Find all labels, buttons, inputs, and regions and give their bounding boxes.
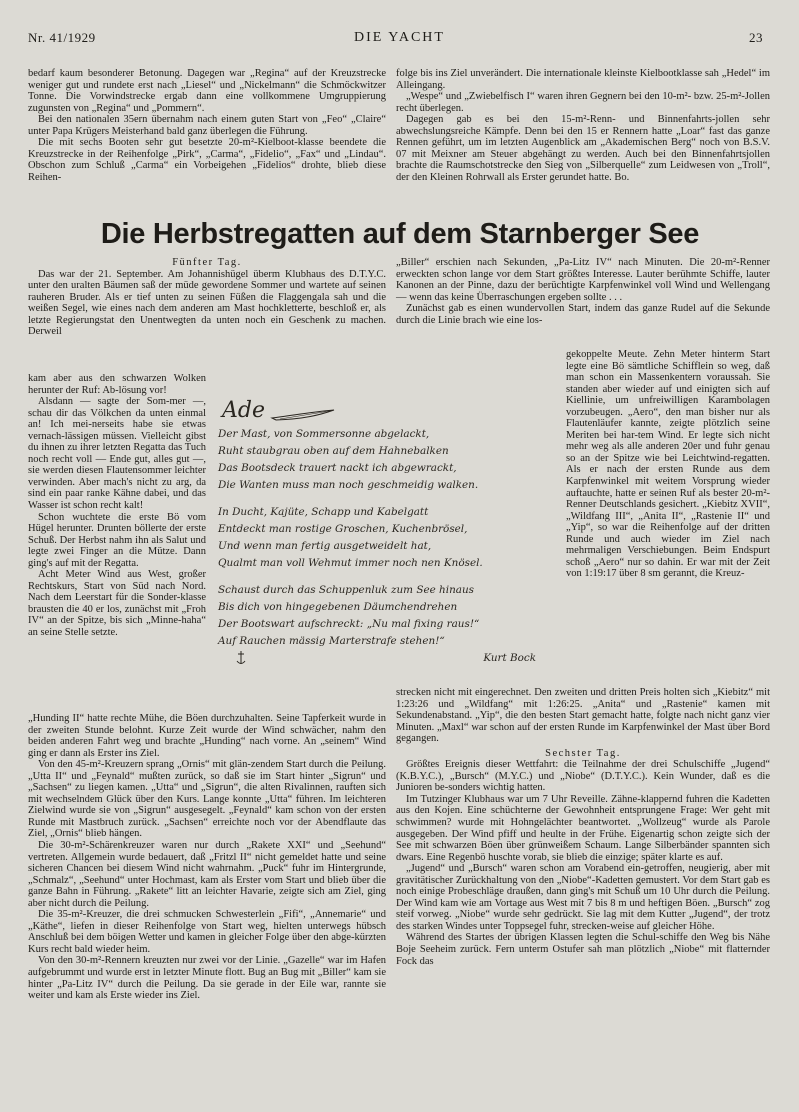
paragraph: „Jugend“ und „Bursch“ waren schon am Vorabend ein-getroffen, neugierig, aber mit gravitätischer Zurückhaltung von den „Niobe“-Kadetten gemustert. Vor dem Start gab es noch einige Probeschläge draußen, dann ging's mit Schuß um 10 Uhr durch die Peilung. Der Wind kam wie am Vortage aus West mit 7 bis 8 m und heftigen Böen. „Bursch“ zog steif vorweg. „Niobe“ wurde sehr gedrückt. Sie lag mit dem Kutter „Jugend“, der trotz des starken Windes unter Toppsegel fuhr, strecken-weise auf gleicher Höhe. xyxy=(396,863,770,932)
left-col-narrow xyxy=(28,373,206,639)
paragraph: folge bis ins Ziel unverändert. Die internationale kleinste Kielbootklasse sah „Hedel“ im Alleingang. xyxy=(396,68,770,91)
paragraph: kam aber aus den schwarzen Wolken herunter der Ruf: Ab-lösung vor! xyxy=(28,373,206,396)
feather-pen-icon xyxy=(270,408,336,422)
paragraph: „Wespe“ und „Zwiebelfisch I“ waren ihren Gegnern bei den 10-m²- bzw. 25-m²-Jollen recht überlegen. xyxy=(396,91,770,114)
right-col-top xyxy=(396,257,770,326)
poem-line: Qualmt man voll Wehmut immer noch nen Knösel. xyxy=(218,557,483,569)
paragraph: Größtes Ereignis dieser Wettfahrt: die Teilnahme der drei Schulschiffe „Jugend“ (K.B.Y.C.), „Bursch“ (M.Y.C.) und „Niobe“ (D.T.Y.C.). Kein Wunder, daß es die Junioren be-sonders wichtig hatten. xyxy=(396,759,770,794)
paragraph: Die 30-m²-Schärenkreuzer waren nur durch „Rakete XXI“ und „Seehund“ vertreten. Allgemein wurde bedauert, daß „Fritzl II“ nicht gemeldet hatte und seine sicheren Chancen bei diesem Wind nicht wahrnahm. „Puck“ fuhr im Hintergrunde, „Schmalz“, „Seehund“ unter Hochmast, kam als Erster vom Start und blieb über die ganze Bahn in Führung. „Rakete“ litt an leichter Havarie, zeigte sich am Ziel, ging aber nicht durch die Peilung. xyxy=(28,840,386,909)
paragraph: „Biller“ erschien nach Sekunden, „Pa-Litz IV“ nach Minuten. Die 20-m²-Renner erweckten schon lange vor dem Start größtes Interesse. Lauter berühmte Schiffe, lauter Kanonen an der Pinne, dazu der berüchtigte Karpfenwinkel voll Wind und Wellengang — wenn das keine Überraschungen ergeben sollte . . . xyxy=(396,257,770,303)
poem-line: Bis dich von hingegebenen Däumchendrehen xyxy=(218,601,458,613)
poem-line: Ruht staubgrau oben auf dem Hahnebalken xyxy=(218,445,449,457)
top-left-column xyxy=(28,68,386,183)
paragraph: Acht Meter Wind aus West, großer Rechtskurs, Start von Süd nach Nord. Nach dem Leerstart für die Sonder-klasse brausten die 40 er los, zunächst mit „Froh IV“ an der Spitze, bis sich „Minne-haha“ an seine Stelle setzte. xyxy=(28,569,206,639)
top-right-column xyxy=(396,68,770,183)
poem-line: Entdeckt man rostige Groschen, Kuchenbrösel, xyxy=(218,523,468,535)
poem-line: Das Bootsdeck trauert nackt ich abgewrackt, xyxy=(218,462,457,474)
right-col-bottom xyxy=(396,687,770,967)
poem-line: Und wenn man fertig ausgetweidelt hat, xyxy=(218,540,432,552)
paragraph: gekoppelte Meute. Zehn Meter hinterm Start legte eine Bö sämtliche Schifflein so weg, daß man schon ein Massenkentern voraussah. Sie standen aber wieder auf und einigten sich auf Kiellinie, um unfreiwilligen Karambolagen vorzubeugen. „Aero“, den man bisher nur als Flautenläufer kannte, zeigte plötzlich seine Meriten bei har-tem Wind. Er legte sich nicht mehr weg als alle anderen 20er und fuhr genau so an der Spitze wie bei Leichtwind-regatten. Als er nach der ersten Runde aus dem Karpfenwinkel mit weitem Vorsprung wieder auftauchte, hatte er seinen Ruf als bester 20-m²-Renner Deutschlands gesichert. „Kiebitz XVII“, „Wildfang III“, „Anita II“, „Rastenie II“ und „Yip“, so war die Reihenfolge auf der dritten Runde und auch wieder im Ziel nach mehrmaligen Verschiebungen. Beim Endspurt schoß „Aero“ nur so dahin. Er war mit der Zeit von 1:19:17 über 8 sm gerannt, die Kreuz- xyxy=(566,349,770,580)
section-heading-day5: Fünfter Tag. xyxy=(172,257,242,268)
poem-stanza-1 xyxy=(218,428,554,496)
paragraph: Schon wuchtete die erste Bö vom Hügel herunter. Drunten böllerte der erste Schuß. Der Herbst nahm ihn als Salut und legte zwei Finger an die Mütze. Dann ging's auf mit der Regatta. xyxy=(28,511,206,569)
poem-stanza-2 xyxy=(218,506,554,574)
paragraph: „Hunding II“ hatte rechte Mühe, die Böen durchzuhalten. Seine Tapferkeit wurde in der zweiten Stunde belohnt. Kurze Zeit wurde der Wind schwächer, nahm den beiden anderen Fahrt weg und brachte „Hunding“ nach vorne. An „seinem“ Wind ging er dann als Erster ins Ziel. xyxy=(28,713,386,759)
paragraph: Von den 45-m²-Kreuzern sprang „Ornis“ mit glän-zendem Start durch die Peilung. „Utta II“ und „Feynald“ mußten zurück, so daß sie im Start hinter „Sigrun“ und „Sachsen“ zu liegen kamen. „Utta“ und „Sigrun“, die alten Rivalinnen, rauften sich mit wechselndem Glück über den Kurs. Lange konnte „Utta“ führen. Im leichteren Zielwind wurde sie von „Sigrun“ ausgesegelt. „Feynald“ kam schon von der ersten Runde mit Mastbruch zurück. „Sachsen“ erreichte noch vor der Abendflaute das Ziel, „Ornis“ blieb hängen. xyxy=(28,759,386,840)
right-col-narrow xyxy=(566,349,770,580)
paragraph: Von den 30-m²-Rennern kreuzten nur zwei vor der Linie. „Gazelle“ war im Hafen aufgebrummt und wurde erst in letzter Minute flott. Bug an Bug mit „Biller“ kam sie hinter „Pa-Litz IV“ durch die Peilung. Da sie gerade in der Eile war, rannte sie weiter und kam als Erste wieder ins Ziel. xyxy=(28,955,386,1002)
poem-line: In Ducht, Kajüte, Schapp und Kabelgatt xyxy=(218,506,429,518)
issue-number: Nr. 41/1929 xyxy=(28,30,96,45)
poem-line: Der Mast, von Sommersonne abgelackt, xyxy=(218,428,430,440)
poem-heading-row xyxy=(218,398,554,428)
paragraph: Alsdann — sagte der Som-mer —, schau dir das Völkchen da unten einmal an! Ich mei-nerseits habe sie etwas vernach-lässigen müssen. Vielleicht gibst du ihnen zu ihrer letzten Regatta das Tuch noch recht voll — Ende gut, alles gut —, sie werden diesen Flautensommer leichter verwinden. Aber mach's nicht zu arg, da sind ein paar ranke Kähne dabei, und das Wasser ist schon recht kalt! xyxy=(28,396,206,512)
poem-heading: Ade xyxy=(222,398,265,423)
poem-stanza-3 xyxy=(218,584,554,652)
poem-line: Schaust durch das Schuppenluk zum See hinaus xyxy=(218,584,474,596)
section-heading-day6: Sechster Tag. xyxy=(545,747,621,759)
poem-line: Die Wanten muss man noch geschmeidig walken. xyxy=(218,479,479,491)
left-col-bottom xyxy=(28,713,386,1002)
paragraph: Im Tutzinger Klubhaus war um 7 Uhr Reveille. Zähne-klappernd fuhren die Kadetten aus den Kojen. Eine schüchterne der Gewohnheit entsprungene Frage: Wer geht mit schwimmen? wurde mit Hohngelächter beantwortet. „Wollzeug“ wurde als Parole ausgegeben. Der Wind pfiff und heulte in der Frühe. Eigenartig schon zeigte sich der See mit schwarzen Böen über grünweißem Schaum. Lange Silberbänder spannten sich dwars. Eine Regenbö huschte vorab, sie blieb die einzige; später klarte es auf. xyxy=(396,793,770,863)
paragraph: Das war der 21. September. Am Johannishügel überm Klubhaus des D.T.Y.C. unter den uralten Bäumen saß der müde gewordene Sommer und wartete auf seinen rauheren Bruder. Als er tief unten zu seinen Füßen die Flaggengala sah und die weißen Segel, wie eines nach dem anderen am Mast hochkletterte, beschloß er, als letzte Regierungstat den Unentwegten da unten noch ein Geschenk zu machen. Derweil xyxy=(28,268,386,338)
paragraph: bedarf kaum besonderer Betonung. Dagegen war „Regina“ auf der Kreuzstrecke weniger gut und rundete erst nach „Liesel“ und „Nickelmann“ die Schmöckwitzer Tonne. Die Vorwindstrecke ergab dann eine vollkommene Umgruppierung zugunsten von „Regina“ und „Pommern“. xyxy=(28,68,386,114)
left-col-top xyxy=(28,257,386,338)
poem-line: Auf Rauchen mässig Marterstrafe stehen!“ xyxy=(218,635,445,647)
paragraph: Die 35-m²-Kreuzer, die drei schmucken Schwesterlein „Fifi“, „Annemarie“ und „Käthe“, liefen in dieser Reihenfolge von Start weg, hielten unterwegs hübsch Anschluß bei dem böigen Wetter und kamen in gleicher Folge über den abge-kürzten Kurs recht bald wieder heim. xyxy=(28,909,386,955)
paragraph: Zunächst gab es einen wundervollen Start, indem das ganze Rudel auf die Sekunde durch die Linie brach wie eine los- xyxy=(396,303,770,326)
poem-signature: Kurt Bock xyxy=(483,652,536,664)
journal-title: DIE YACHT xyxy=(354,30,445,45)
paragraph: Bei den nationalen 35ern übernahm nach einem guten Start von „Feo“ „Claire“ unter Papa Krügers Meisterhand bald ganz überlegen die Führung. xyxy=(28,114,386,137)
poem-line: Der Bootswart aufschreckt: „Nu mal fixing raus!“ xyxy=(218,618,480,630)
paragraph: Während des Startes der übrigen Klassen legten die Schul-schiffe den Weg bis Nähe Boje Seeheim zurück. Fern unterm Ostufer sah man plötzlich „Niobe“ mit flatternder Fock das xyxy=(396,932,770,967)
poem-box xyxy=(218,398,554,666)
page-number: 23 xyxy=(749,30,763,45)
article-title: Die Herbstregatten auf dem Starnberger See xyxy=(100,218,700,250)
paragraph: Die mit sechs Booten sehr gut besetzte 20-m²-Kielboot-klasse beendete die Kreuzstrecke in der Reihenfolge „Pirk“, „Carma“, „Fidelio“, „Fax“ und „Lindau“. Obschon zum Schluß „Carma“ ein Vorbeigehen „Fidelios“ drohte, blieb diese Reihen- xyxy=(28,137,386,183)
poem-signature-row xyxy=(218,652,536,669)
paragraph: strecken nicht mit eingerechnet. Den zweiten und dritten Preis holten sich „Kiebitz“ mit 1:23:26 und „Wildfang“ mit 1:26:25. „Anita“ und „Rastenie“ kamen mit Sekundenabstand. „Yip“, die den besten Start gemacht hatte, folgte nach nicht ganz vier Minuten. „Maxl“ war schon auf der ersten Runde im Karpfenwinkel der Mast über Bord gegangen. xyxy=(396,687,770,745)
anchor-icon xyxy=(236,650,246,666)
paragraph: Dagegen gab es bei den 15-m²-Renn- und Binnenfahrts-jollen sehr abwechslungsreiche Kämpfe. Denn bei den 15 er Rennern hatte „Loar“ fast das ganze Rennen geführt, um im letzten Augenblick am „Akademischen Berg“ noch von B.S.V. 07 mit Meixner am Steuer abgehängt zu werden. Auch bei den Binnenfahrtsjollen brachte die Raumschotstrecke den Sieg von „Silberquelle“ zum Leidwesen von „Troll“, der den Kleinen Rohrwall als Erster gerundet hatte. Bo. xyxy=(396,114,770,183)
